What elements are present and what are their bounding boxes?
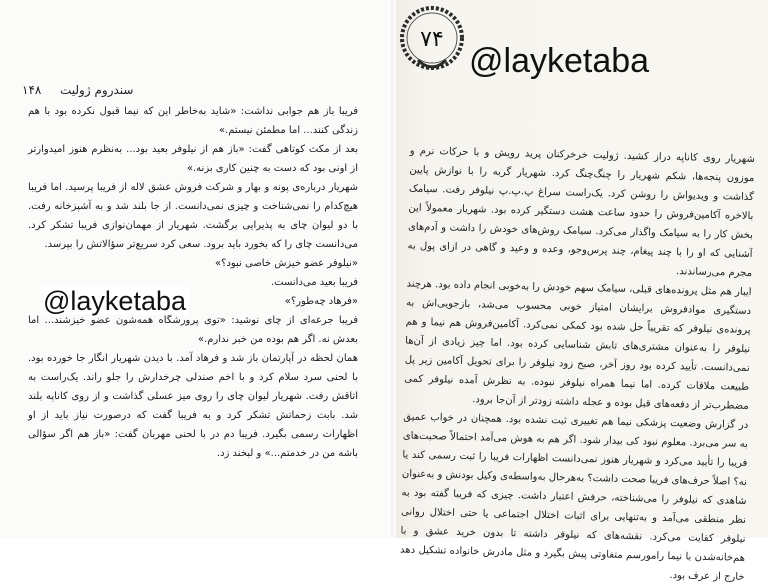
seal-text: ۷۴ (420, 27, 444, 52)
page-number: ۱۴۸ (22, 83, 42, 97)
paragraph: فریبا بعید می‌دانست. (270, 277, 358, 288)
paragraph: «فرهاد چه‌طور؟» (284, 296, 358, 307)
book-gutter (388, 0, 396, 538)
paragraph: فریبا جرعه‌ای از چای نوشید: «توی پرورشگاه همه‌شون عضو خیزشند... اما بعدش نه. اگر هم بوده من خبر ندارم.» (28, 315, 358, 345)
paragraph: همان لحظه در آپارتمان باز شد و فرهاد آمد. با دیدن شهریار انگار جا خورده بود. با لحنی سرد سلام کرد و با اخم صندلی چرخدارش را جلو راند. یک‌راست به اتاقش رفت. شهریار لیوان چای را روی میز عسلی گذاشت و از روی کاناپه بلند شد. بابت زحماتش تشکر کرد و به فریبا گفت که درصورت نیاز باید از او اظهارات رسمی بگیرد. فریبا دم در با لحنی مهربان گفت: «باز هم اگر سؤالی باشه من در خدمتم...» و لبخند زد. (28, 353, 358, 459)
paragraph: ایبار هم مثل پرونده‌های قبلی، سیامک سهم خودش را به‌خوبی انجام داده بود. هرچند دستگیری موادفروش برایشان امتیاز خوبی محسوب می‌شد، بازجویی‌اش به پرونده‌ی نیلوفر که تقریباً حل شده بود کمکی نمی‌کرد. آکامین‌فروش هم نیما و هم نیلوفر را به‌عنوان مشتری‌های تابش شناسایی کرده بود. اما چیز زیادی از آن‌ها نمی‌دانست. تأیید کرده بود روز آخر، صبح زود نیلوفر را برای تحویل آکامین زیر پل طبیعت ملاقات کرده. اما نیما همراه نیلوفر نبوده. به نظرش آمده نیلوفر کمی مضطرب‌تر از دفعه‌های قبل بوده و عجله داشته زودتر از آن‌جا برود. (404, 278, 752, 412)
paragraph: شهریار روی کاناپه دراز کشید. ژولیت خرخرکنان پرید رویش و با حرکات نرم و موزون پنجه‌ها، شکم شهریار را چنگ‌چنگ کرد. شهریار گربه را با نوازش پایین گذاشت و ویدیواش را روشن کرد. یک‌راست سراغ پ.پ.پ نیلوفر رفت. سیامک بالاخره آکامین‌فروش را حدود ساعت هشت دستگیر کرده بود. شهریار معمولاً این بخش کار را به سیامک واگذار می‌کرد. سیامک روش‌های خودش را داشت و آدم‌های آشنایی که او را با چند پیغام، چند پرس‌وجو، وعده و وعید و گاهی در ازای پول به مجرم می‌رساندند. (407, 145, 755, 279)
watermark-right: @layketaba (469, 42, 650, 80)
paragraph: در گزارش وضعیت پزشکی نیما هم تغییری ثبت نشده بود. همچنان در خواب عمیق به سر می‌برد. معلوم نبود کی بیدار شود. اگر هم به هوش می‌آمد احتمالاً صحبت‌های فریبا را تأیید می‌کرد و شهریار هنوز نمی‌دانست اظهارات فریبا را ثبت رسمی کند یا نه؟ اصلاً حرف‌های فریبا صحت داشت؟ به‌هرحال به‌واسطه‌ی وکیل بودنش و به‌عنوان شاهدی که نیلوفر را می‌شناخته، حرفش اعتبار داشت. چیزی که فریبا گفته بود به نظر منطقی می‌آمد و به‌تنهایی برای اثبات اختلال اجتماعی یا حتی اختلال روانی نیلوفر کفایت می‌کرد. نقشه‌های که نیلوفر داشته تا بدون خرید عشق و با هم‌خانه‌شدن با نیما رامورسم متفاوتی پیش بگیرد و مثل مادرش خانواده تشکیل دهد خارج از عرف بود. (399, 411, 749, 583)
right-page-body (399, 142, 755, 583)
paragraph: «نیلوفر عضو خیزش خاصی نبود؟» (214, 258, 358, 269)
running-title: سندروم ژولیت (60, 83, 134, 97)
watermark-left: @layketaba (40, 287, 189, 315)
paragraph: فریبا باز هم جوابی نداشت: «شاید به‌خاطر این که نیما قبول نکرده بود با هم زندگی کنند... اما مطمئن نیستم.» (28, 106, 358, 136)
rope-seal-icon (392, 2, 470, 78)
paragraph: بعد از مکث کوتاهی گفت: «باز هم از نیلوفر بعید بود... به‌نظرم هنوز امیدوارتر از اونی بود که دست به چنین کاری بزنه.» (28, 144, 358, 174)
paragraph: شهریار درباره‌ی پونه و بهار و شرکت فروش عشق لاله از فریبا پرسید. اما فریبا هیچ‌کدام را نمی‌شناخت و چیزی نمی‌دانست. از جا بلند شد و به آشپزخانه رفت. با دو لیوان چای به پذیرایی برگشت. شهریار از مهمان‌نوازی فریبا تشکر کرد. می‌دانست چای را که بخورد باید برود. سعی کرد سریع‌تر سؤالاتش را بپرسد. (28, 182, 358, 250)
